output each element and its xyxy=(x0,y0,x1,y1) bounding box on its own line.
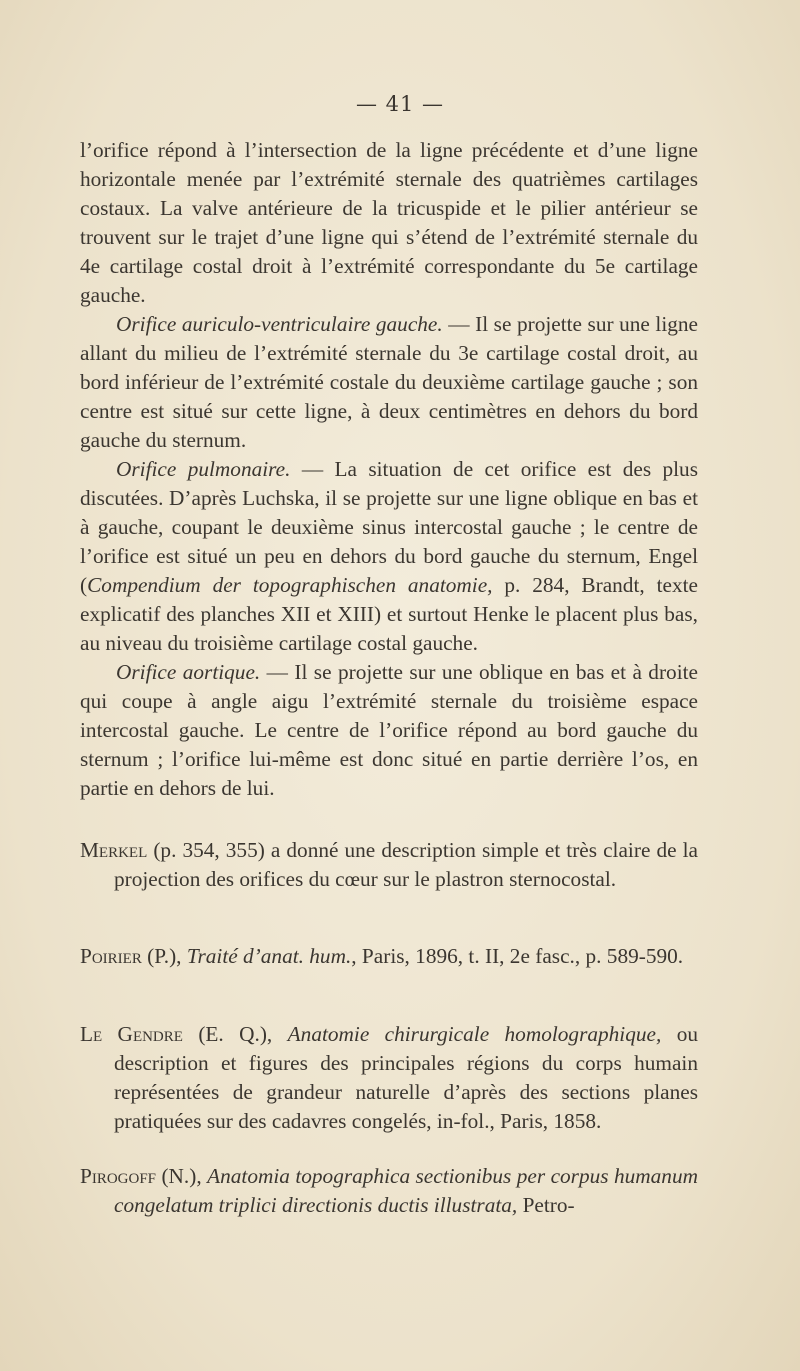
reference-text: (N.), xyxy=(156,1164,208,1188)
paragraph-text: — Il se projette sur une oblique en bas et à droite qui coupe à angle aigu l’extrémité sternale du troisième espace intercostal gauche. Le centre de l’orifice répond au bord gauche du sternum ; l’orifice lui-même est donc situé en partie derrière l’os, en partie en dehors de lui. xyxy=(80,660,698,800)
paragraph-tricuspid: l’orifice répond à l’intersection de la ligne précédente et d’une ligne horizontale menée par l’extrémité sternale des quatrièmes cartilages costaux. La valve antérieure de la tricuspide et le pilier antérieur se trouvent sur le trajet d’une ligne qui s’étend de l’extrémité sternale du 4e cartilage costal droit à l’extrémité correspondante du 5e cartilage gauche. xyxy=(80,138,698,307)
bibliography-entry xyxy=(80,942,698,971)
page-number: — 41 — xyxy=(355,92,445,116)
paragraph-aortic-orifice xyxy=(80,658,698,803)
reference-text: Petro- xyxy=(517,1193,575,1217)
bibliography-entry xyxy=(80,1162,698,1220)
reference-author: Merkel xyxy=(80,838,148,862)
reference-author: Poirier xyxy=(80,944,142,968)
section-heading: Orifice aortique. xyxy=(116,660,261,684)
reference-author: Pirogoff xyxy=(80,1164,157,1188)
paragraph-text: — La situation de cet orifice est des plus discutées. D’après Luchska, il se projette sur une ligne oblique en bas et à gauche, coupant le deuxième sinus intercostal gauche ; le centre de l’orifice est situé un peu en dehors du bord gauche du sternum, Engel ( xyxy=(80,457,698,597)
reference-text: (P.), xyxy=(141,944,187,968)
bibliography-entry xyxy=(80,836,698,894)
paragraph-mitral-orifice xyxy=(80,310,698,455)
paragraph-pulmonary-orifice xyxy=(80,455,698,658)
body-text xyxy=(80,136,698,803)
section-heading: Orifice pulmonaire. xyxy=(116,457,291,481)
section-heading: Orifice auriculo-ventriculaire gauche. xyxy=(116,312,443,336)
bibliography-entry xyxy=(80,1020,698,1136)
reference-text: ou description et figures des principales régions du corps humain représentées de grandeur naturelle d’après des sections planes pratiquées sur des cadavres congelés, in-fol., Paris, 1858. xyxy=(114,1022,698,1133)
cited-title: Compendium der topographischen anatomie, xyxy=(87,573,493,597)
reference-text: , Paris, 1896, t. II, 2e fasc., p. 589-590. xyxy=(351,944,684,968)
reference-text: (E. Q.), xyxy=(182,1022,288,1046)
reference-text: (p. 354, 355) a donné une description simple et très claire de la projection des orifices du cœur sur le plastron sternocostal. xyxy=(114,838,698,891)
reference-title: Anatomie chirurgicale homolographique, xyxy=(287,1022,662,1046)
reference-author: Le Gendre xyxy=(80,1022,183,1046)
reference-title: Anatomia topographica sectionibus per corpus humanum congelatum triplici directionis ductis illustrata, xyxy=(114,1164,698,1217)
reference-title: Traité d’anat. hum. xyxy=(186,944,352,968)
paragraph-text: p. 284, Brandt, texte explicatif des planches XII et XIII) et surtout Henke le placent plus bas, au niveau du troisième cartilage costal gauche. xyxy=(80,573,698,655)
paragraph-text: — Il se projette sur une ligne allant du milieu de l’extrémité sternale du 3e cartilage costal droit, au bord inférieur de l’extrémité costale du deuxième cartilage gauche ; son centre est situé sur cette ligne, à deux centimètres en dehors du bord gauche du sternum. xyxy=(80,312,698,452)
